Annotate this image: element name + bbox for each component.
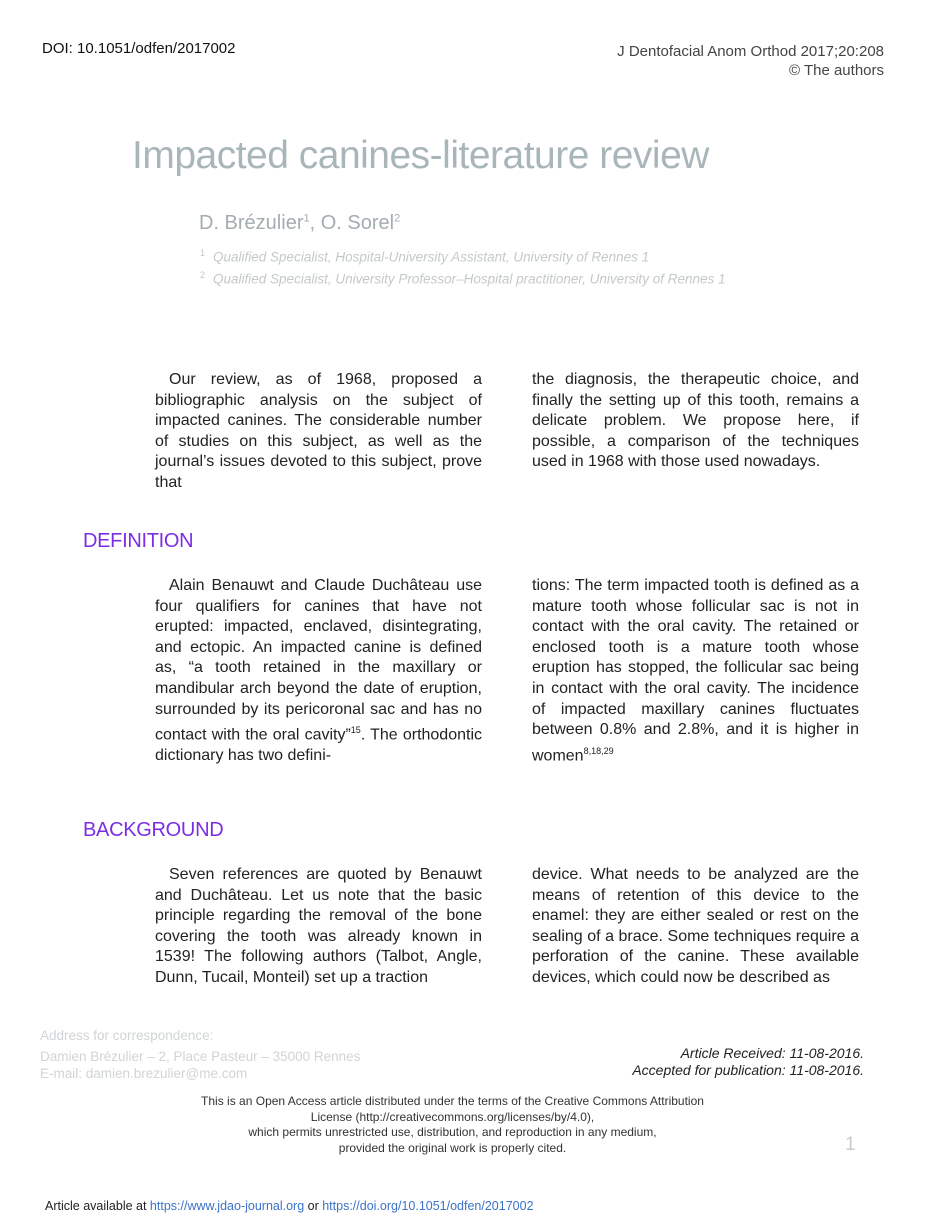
accepted-date: Accepted for publication: 11-08-2016. xyxy=(632,1062,864,1078)
license-line: provided the original work is properly cited. xyxy=(338,1140,567,1155)
affiliation-text: Qualified Specialist, University Professor–Hospital practitioner, University of Rennes 1 xyxy=(213,271,726,287)
affiliation-number: 2 xyxy=(200,270,206,280)
citation-ref: 8,18,29 xyxy=(583,745,614,756)
license-line: This is an Open Access article distributed under the terms of the Creative Commons Attribution xyxy=(201,1094,704,1108)
author-affiliation-ref: 2 xyxy=(394,212,401,225)
license-notice xyxy=(160,1094,745,1156)
availability-connector: or xyxy=(304,1199,323,1213)
section-heading-definition: DEFINITION xyxy=(83,530,194,552)
availability-prefix: Article available at xyxy=(45,1199,150,1213)
intro-paragraph-right: the diagnosis, the therapeutic choice, and finally the setting up of this tooth, remains a delicate problem. We propose here, if possible, a comparison of the techniques used in 1968 with those used nowadays. xyxy=(532,371,859,471)
background-paragraph-left: Seven references are quoted by Benauwt and Duchâteau. Let us note that the basic principle regarding the removal of the bone covering the tooth was already known in 1539! The following authors (Talbot, Angle, Dunn, Tucail, Monteil) set up a traction xyxy=(155,866,482,986)
received-date: Article Received: 11-08-2016. xyxy=(680,1045,864,1061)
license-line: License (http://creativecommons.org/licenses/by/4.0), xyxy=(310,1109,595,1124)
copyright-notice: © The authors xyxy=(789,62,884,79)
definition-text-tail: . The orthodontic dictionary has two defini- xyxy=(155,726,483,765)
journal-website-link[interactable]: https://www.jdao-journal.org xyxy=(149,1199,305,1213)
author-affiliation-ref: 1 xyxy=(303,212,310,225)
author-list xyxy=(199,212,400,235)
correspondence-block xyxy=(40,1027,360,1082)
affiliation-1 xyxy=(200,248,649,265)
correspondence-address: Damien Brézulier – 2, Place Pasteur – 35000 Rennes xyxy=(40,1049,361,1064)
definition-paragraph-right xyxy=(532,576,859,767)
citation-ref: 15 xyxy=(350,725,361,736)
correspondence-label: Address for correspondence: xyxy=(40,1028,214,1043)
article-title: Impacted canines-literature review xyxy=(132,134,709,177)
article-dates xyxy=(632,1045,864,1079)
background-paragraph-right: device. What needs to be analyzed are the means of retention of this device to the enamel: they are either sealed or rest on the sealing of a brace. Some techniques require a perforation of the canine. These available devices, which could now be described as xyxy=(532,866,859,986)
definition-text: tions: The term impacted tooth is defined as a mature tooth whose follicular sac is not in contact with the oral cavity. The retained or enclosed tooth is a mature tooth whose eruption has stopped, the follicular sac being in contact with the oral cavity. The incidence of impacted maxillary canines fluctuates between 0.8% and 2.8%, and it is higher in women xyxy=(532,577,859,765)
journal-citation xyxy=(617,42,884,80)
section-heading-background: BACKGROUND xyxy=(83,819,224,841)
correspondence-email: E-mail: damien.brezulier@me.com xyxy=(40,1066,248,1081)
license-line: which permits unrestricted use, distribution, and reproduction in any medium, xyxy=(248,1125,657,1139)
affiliation-number: 1 xyxy=(200,248,206,258)
intro-paragraph-left: Our review, as of 1968, proposed a bibliographic analysis on the subject of impacted canines. The considerable number of studies on this subject, as well as the journal’s issues devoted to this subject, prove that xyxy=(155,371,482,491)
article-availability xyxy=(45,1199,534,1213)
author-name: O. Sorel xyxy=(320,212,395,234)
doi-link[interactable]: https://doi.org/10.1051/odfen/2017002 xyxy=(322,1199,534,1213)
doi-label: DOI: 10.1051/odfen/2017002 xyxy=(42,40,236,57)
affiliation-2 xyxy=(200,270,726,287)
journal-reference: J Dentofacial Anom Orthod 2017;20:208 xyxy=(617,43,884,60)
author-name: D. Brézulier xyxy=(199,212,304,234)
affiliation-text: Qualified Specialist, Hospital-University Assistant, University of Rennes 1 xyxy=(213,249,650,265)
definition-text: Alain Benauwt and Claude Duchâteau use four qualifiers for canines that have not erupted: impacted, enclaved, disintegrating, and ectopic. An impacted canine is defined as, “a tooth retained in the maxillary or mandibular arch beyond the date of eruption, surrounded by its pericoronal sac and has no contact with the oral cavity” xyxy=(155,577,482,744)
author-separator: , xyxy=(309,212,321,234)
definition-paragraph-left xyxy=(155,576,482,767)
page-number: 1 xyxy=(845,1134,856,1155)
